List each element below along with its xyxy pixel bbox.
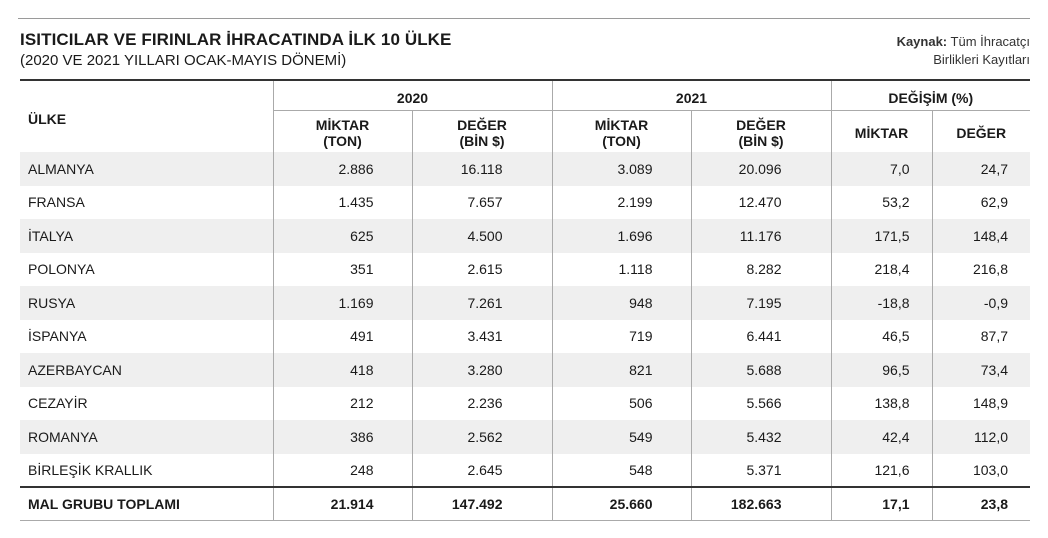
cell-deger-2020: 2.236: [412, 387, 552, 421]
cell-miktar-2021: 1.118: [552, 253, 691, 287]
cell-change-deger: 24,7: [932, 152, 1030, 186]
cell-deger-2021: 6.441: [691, 320, 831, 354]
table-row: [20, 286, 1030, 320]
source-line-1: Tüm İhracatçı: [950, 34, 1030, 49]
cell-change-miktar: -18,8: [831, 286, 932, 320]
cell-miktar-2020: 351: [273, 253, 412, 287]
cell-miktar-2020: 212: [273, 387, 412, 421]
top-rule: [18, 18, 1030, 19]
cell-country: ALMANYA: [20, 152, 273, 186]
cell-change-miktar: 46,5: [831, 320, 932, 354]
total-change-miktar: 17,1: [831, 487, 932, 521]
cell-deger-2021: 20.096: [691, 152, 831, 186]
cell-country: BİRLEŞİK KRALLIK: [28, 461, 153, 478]
cell-country: RUSYA: [20, 286, 273, 320]
source-note: [810, 33, 1030, 69]
cell-change-deger: -0,9: [932, 286, 1030, 320]
cell-miktar-2021: 548: [552, 454, 691, 488]
source-line-2: Birlikleri Kayıtları: [933, 52, 1030, 67]
cell-miktar-2020: 625: [273, 219, 412, 253]
cell-change-miktar: 171,5: [831, 219, 932, 253]
cell-change-miktar: 121,6: [831, 454, 932, 488]
cell-miktar-2020: 491: [273, 320, 412, 354]
cell-country: İSPANYA: [28, 328, 87, 345]
cell-miktar-2020: 248: [273, 454, 412, 488]
col-header-2021: 2021: [552, 80, 831, 110]
cell-country: ROMANYA: [20, 420, 273, 454]
cell-miktar-2021: 3.089: [552, 152, 691, 186]
table-row: [20, 253, 1030, 287]
cell-deger-2021: 5.688: [691, 353, 831, 387]
cell-change-deger: 148,4: [932, 219, 1030, 253]
cell-deger-2021: 5.566: [691, 387, 831, 421]
total-deger-2020: 147.492: [412, 487, 552, 521]
cell-deger-2021: 12.470: [691, 186, 831, 220]
cell-change-deger: 62,9: [932, 186, 1030, 220]
cell-change-miktar: 138,8: [831, 387, 932, 421]
total-deger-2021: 182.663: [691, 487, 831, 521]
cell-change-miktar: 96,5: [831, 353, 932, 387]
col-header-country: ÜLKE: [28, 111, 67, 127]
cell-deger-2020: 2.562: [412, 420, 552, 454]
cell-country: FRANSA: [28, 194, 85, 211]
page-subtitle: (2020 VE 2021 YILLARI OCAK-MAYIS DÖNEMİ): [20, 52, 347, 69]
cell-miktar-2021: 549: [552, 420, 691, 454]
cell-miktar-2021: 506: [552, 387, 691, 421]
cell-country: CEZAYİR: [28, 395, 88, 412]
col-header-deger-2020: DEĞER (BİN $): [412, 110, 552, 152]
cell-change-miktar: 7,0: [831, 152, 932, 186]
page-title: ISITICILAR VE FIRINLAR İHRACATINDA İLK 10 ÜLKE: [20, 30, 452, 49]
total-miktar-2021: 25.660: [552, 487, 691, 521]
cell-miktar-2020: 1.169: [273, 286, 412, 320]
cell-miktar-2021: 1.696: [552, 219, 691, 253]
cell-change-miktar: 53,2: [831, 186, 932, 220]
table-row: [20, 320, 1030, 354]
cell-deger-2020: 4.500: [412, 219, 552, 253]
cell-change-deger: 73,4: [932, 353, 1030, 387]
cell-miktar-2021: 719: [552, 320, 691, 354]
cell-deger-2020: 7.261: [412, 286, 552, 320]
cell-deger-2021: 7.195: [691, 286, 831, 320]
cell-miktar-2020: 386: [273, 420, 412, 454]
cell-deger-2021: 5.432: [691, 420, 831, 454]
col-header-change-miktar: MİKTAR: [831, 110, 932, 152]
col-header-miktar-2020: MİKTAR (TON): [273, 110, 412, 152]
cell-deger-2020: 7.657: [412, 186, 552, 220]
cell-change-miktar: 42,4: [831, 420, 932, 454]
cell-deger-2021: 5.371: [691, 454, 831, 488]
cell-deger-2020: 16.118: [412, 152, 552, 186]
table-row: [20, 387, 1030, 421]
cell-miktar-2020: 2.886: [273, 152, 412, 186]
total-change-deger: 23,8: [932, 487, 1030, 521]
col-header-deger-2021: DEĞER (BİN $): [691, 110, 831, 152]
cell-miktar-2020: 418: [273, 353, 412, 387]
col-header-2020: 2020: [273, 80, 552, 110]
cell-deger-2020: 2.645: [412, 454, 552, 488]
cell-deger-2020: 3.431: [412, 320, 552, 354]
table-row: [20, 152, 1030, 186]
total-row: [20, 487, 1030, 521]
table-row: [20, 420, 1030, 454]
cell-country: POLONYA: [28, 261, 95, 278]
col-header-miktar-2021: MİKTAR (TON): [552, 110, 691, 152]
cell-country: İTALYA: [20, 219, 273, 253]
cell-miktar-2020: 1.435: [273, 186, 412, 220]
cell-deger-2020: 2.615: [412, 253, 552, 287]
table-row: [20, 454, 1030, 488]
table-row: [20, 219, 1030, 253]
total-label: MAL GRUBU TOPLAMI: [20, 487, 273, 521]
cell-change-deger: 148,9: [932, 387, 1030, 421]
source-label: Kaynak:: [896, 34, 948, 49]
cell-change-deger: 112,0: [932, 420, 1030, 454]
cell-change-deger: 87,7: [932, 320, 1030, 354]
table-row: [20, 186, 1030, 220]
col-header-change-deger: DEĞER: [932, 110, 1030, 152]
cell-country: AZERBAYCAN: [20, 353, 273, 387]
cell-deger-2021: 11.176: [691, 219, 831, 253]
table-row: [20, 353, 1030, 387]
cell-miktar-2021: 2.199: [552, 186, 691, 220]
cell-change-deger: 216,8: [932, 253, 1030, 287]
cell-change-deger: 103,0: [932, 454, 1030, 488]
cell-change-miktar: 218,4: [831, 253, 932, 287]
cell-deger-2020: 3.280: [412, 353, 552, 387]
cell-miktar-2021: 948: [552, 286, 691, 320]
export-table: [20, 79, 1030, 521]
col-header-change: DEĞİŞİM (%): [831, 80, 1030, 110]
total-miktar-2020: 21.914: [273, 487, 412, 521]
cell-miktar-2021: 821: [552, 353, 691, 387]
cell-deger-2021: 8.282: [691, 253, 831, 287]
